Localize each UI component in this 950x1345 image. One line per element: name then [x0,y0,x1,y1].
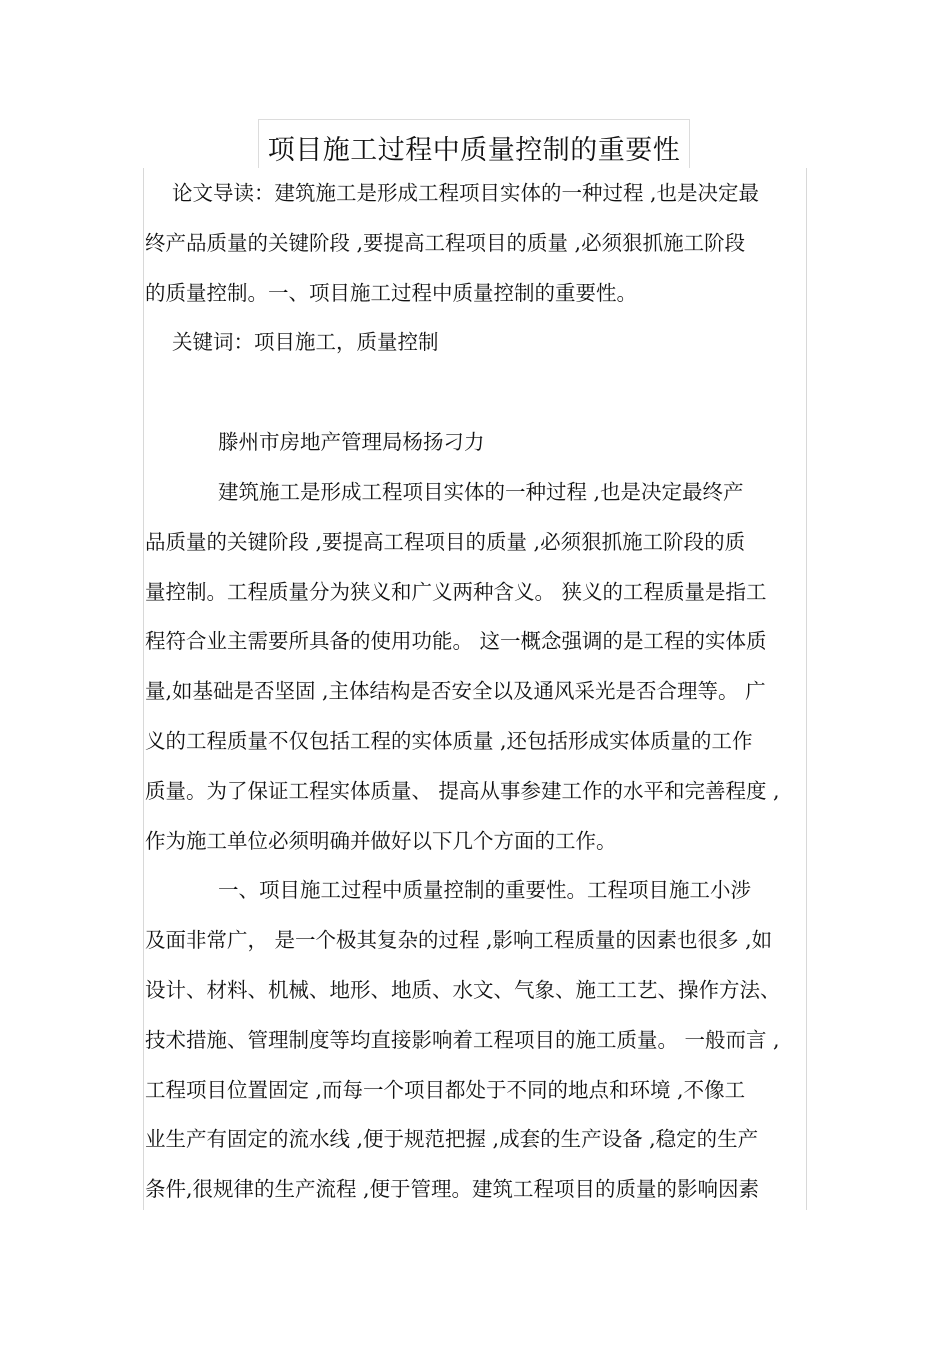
body-line: 质量。为了保证工程实体质量、 提高从事参建工作的水平和完善程度 , [145,779,780,803]
keywords-line: 关键词：项目施工，质量控制 [172,330,439,354]
body-line: 作为施工单位必须明确并做好以下几个方面的工作。 [145,829,617,853]
body-line: 建筑施工是形成工程项目实体的一种过程 ,也是决定最终产 [218,480,744,504]
body-line: 及面非常广， 是一个极其复杂的过程 ,影响工程质量的因素也很多 ,如 [145,928,773,952]
body-line: 业生产有固定的流水线 ,便于规范把握 ,成套的生产设备 ,稳定的生产 [145,1127,759,1151]
abstract-line: 的质量控制。一、项目施工过程中质量控制的重要性。 [145,281,637,305]
body-line: 程符合业主需要所具备的使用功能。 这一概念强调的是工程的实体质 [145,629,767,653]
author-line: 滕州市房地产管理局杨扬刁力 [218,430,485,454]
body-line: 一、项目施工过程中质量控制的重要性。工程项目施工小涉 [218,878,751,902]
body-line: 量控制。工程质量分为狭义和广义两种含义。 狭义的工程质量是指工 [145,580,767,604]
body-line: 工程项目位置固定 ,而每一个项目都处于不同的地点和环境 ,不像工 [145,1078,746,1102]
page-frame-right-line [806,168,807,1210]
body-line: 品质量的关键阶段 ,要提高工程项目的质量 ,必须狠抓施工阶段的质 [145,530,746,554]
body-line: 义的工程质量不仅包括工程的实体质量 ,还包括形成实体质量的工作 [145,729,753,753]
document-title: 项目施工过程中质量控制的重要性 [267,135,681,166]
body-line: 量,如基础是否坚固 ,主体结构是否安全以及通风采光是否合理等。 广 [145,679,766,703]
abstract-line: 论文导读：建筑施工是形成工程项目实体的一种过程 ,也是决定最 [172,181,760,205]
body-line: 技术措施、管理制度等均直接影响着工程项目的施工质量。 一般而言 , [145,1028,780,1052]
page-frame-left-line [143,168,144,1210]
body-line: 设计、材料、机械、地形、地质、水文、气象、施工工艺、操作方法、 [145,978,781,1002]
body-line: 条件,很规律的生产流程 ,便于管理。建筑工程项目的质量的影响因素 [145,1177,760,1201]
title-box [258,119,690,168]
abstract-line: 终产品质量的关键阶段 ,要提高工程项目的质量 ,必须狠抓施工阶段 [145,231,746,255]
